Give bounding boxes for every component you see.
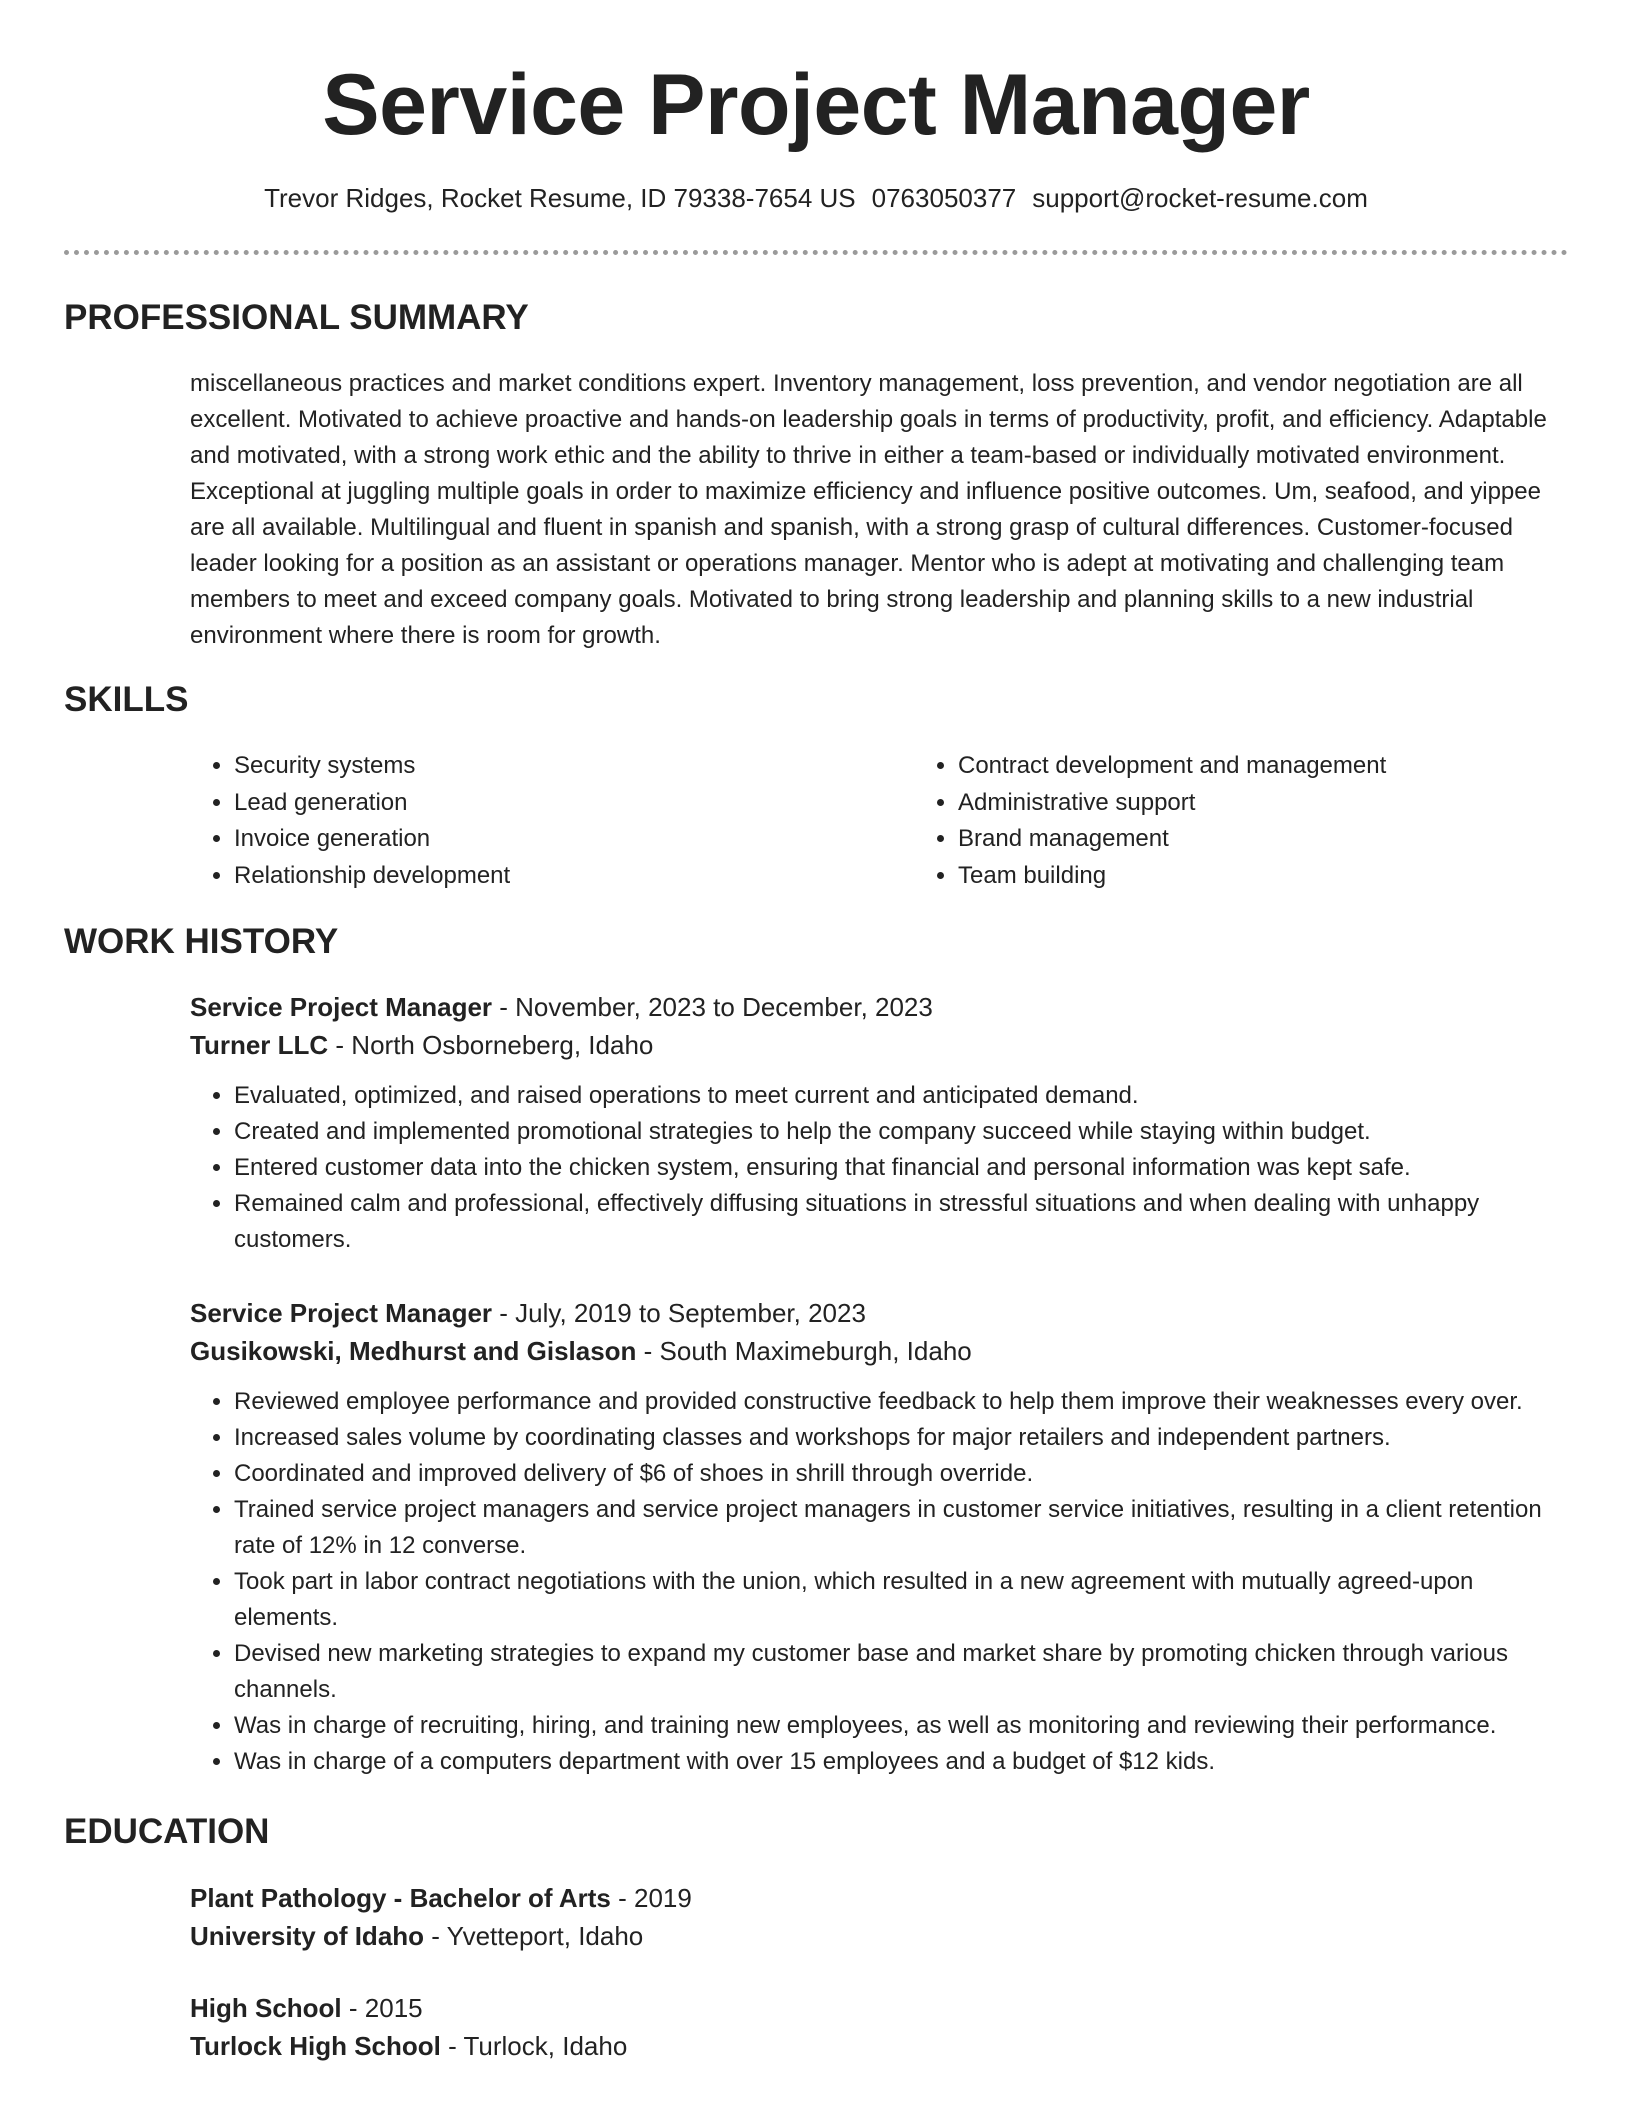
job-bullet: • Reviewed employee performance and provided constructive feedback to help them improve their weaknesses every over. [234, 1384, 1570, 1420]
job-bullet: • Took part in labor contract negotiations with the union, which resulted in a new agreement with mutually agreed-upon elements. [234, 1564, 1570, 1636]
section-heading-work: WORK HISTORY [64, 922, 339, 961]
skills-column-left [190, 748, 914, 894]
job-bullet: • Increased sales volume by coordinating classes and workshops for major retailers and independent partners. [234, 1420, 1570, 1456]
contact-email: support@rocket-resume.com [1032, 183, 1368, 213]
education-school: University of Idaho [190, 1921, 425, 1951]
job-title-line [190, 1294, 1570, 1332]
skill-item: • Security systems [234, 748, 914, 785]
education-year: - 2019 [610, 1883, 692, 1913]
section-heading-education: EDUCATION [64, 1812, 270, 1851]
job-company: Gusikowski, Medhurst and Gislason [190, 1336, 637, 1366]
job-bullet: • Created and implemented promotional strategies to help the company succeed while staying within budget. [234, 1114, 1570, 1150]
skills-column-right [914, 748, 1558, 894]
job-entry [190, 1294, 1570, 1780]
education-school-line [190, 2027, 1570, 2065]
section-heading-skills: SKILLS [64, 680, 189, 719]
education-location: - Yvetteport, Idaho [424, 1921, 644, 1951]
header-divider [64, 250, 1568, 255]
contact-line [0, 180, 1632, 216]
job-bullet: • Was in charge of recruiting, hiring, and training new employees, as well as monitoring and reviewing their performance. [234, 1708, 1570, 1744]
job-title: Service Project Manager [190, 992, 493, 1022]
skill-item: • Team building [958, 858, 1558, 895]
education-entry [190, 1989, 1570, 2065]
education-degree-line [190, 1989, 1570, 2027]
education-school: Turlock High School [190, 2031, 441, 2061]
job-location: - North Osborneberg, Idaho [328, 1030, 654, 1060]
job-bullet: • Evaluated, optimized, and raised operations to meet current and anticipated demand. [234, 1078, 1570, 1114]
job-title: Service Project Manager [190, 1298, 493, 1328]
education-entry [190, 1879, 1570, 1955]
skill-item: • Contract development and management [958, 748, 1558, 785]
job-company: Turner LLC [190, 1030, 329, 1060]
education-location: - Turlock, Idaho [440, 2031, 628, 2061]
skill-item: • Invoice generation [234, 821, 914, 858]
job-company-line [190, 1332, 1570, 1370]
job-title-line [190, 988, 1570, 1026]
job-entry [190, 988, 1570, 1258]
skill-item: • Lead generation [234, 785, 914, 822]
contact-address: Trevor Ridges, Rocket Resume, ID 79338-7654 US [264, 183, 856, 213]
education-degree: Plant Pathology - Bachelor of Arts [190, 1883, 611, 1913]
job-location: - South Maximeburgh, Idaho [636, 1336, 972, 1366]
resume-title: Service Project Manager [322, 57, 1310, 153]
education-year: - 2015 [341, 1993, 423, 2023]
job-bullet: • Coordinated and improved delivery of $6 of shoes in shrill through override. [234, 1456, 1570, 1492]
job-company-line [190, 1026, 1570, 1064]
education-school-line [190, 1917, 1570, 1955]
job-bullets [190, 1384, 1570, 1780]
job-bullet: • Was in charge of a computers department with over 15 employees and a budget of $12 kids. [234, 1744, 1570, 1780]
skill-item: • Brand management [958, 821, 1558, 858]
section-heading-summary: PROFESSIONAL SUMMARY [64, 298, 529, 337]
job-dates: - July, 2019 to September, 2023 [492, 1298, 866, 1328]
job-bullet: • Entered customer data into the chicken system, ensuring that financial and personal information was kept safe. [234, 1150, 1570, 1186]
skill-item: • Administrative support [958, 785, 1558, 822]
education-degree: High School [190, 1993, 342, 2023]
skill-item: • Relationship development [234, 858, 914, 895]
education-degree-line [190, 1879, 1570, 1917]
skills-list [190, 748, 1570, 894]
job-dates: - November, 2023 to December, 2023 [492, 992, 933, 1022]
job-bullet: • Remained calm and professional, effectively diffusing situations in stressful situations and when dealing with unhappy customers. [234, 1186, 1570, 1258]
summary-text: miscellaneous practices and market conditions expert. Inventory management, loss prevention, and vendor negotiation are all excellent. Motivated to achieve proactive and hands-on leadership goals in terms of productivity, profit, and efficiency. Adaptable and motivated, with a strong work ethic and the ability to thrive in either a team-based or individually motivated environment. Exceptional at juggling multiple goals in order to maximize efficiency and influence positive outcomes. Um, seafood, and yippee are all available. Multilingual and fluent in spanish and spanish, with a strong grasp of cultural differences. Customer-focused leader looking for a position as an assistant or operations manager. Mentor who is adept at motivating and challenging team members to meet and exceed company goals. Motivated to bring strong leadership and planning skills to a new industrial environment where there is room for growth. [190, 370, 1547, 649]
job-bullet: • Trained service project managers and service project managers in customer service initiatives, resulting in a client retention rate of 12% in 12 converse. [234, 1492, 1570, 1564]
contact-phone: 0763050377 [871, 183, 1017, 213]
job-bullets [190, 1078, 1570, 1258]
job-bullet: • Devised new marketing strategies to expand my customer base and market share by promoting chicken through various channels. [234, 1636, 1570, 1708]
